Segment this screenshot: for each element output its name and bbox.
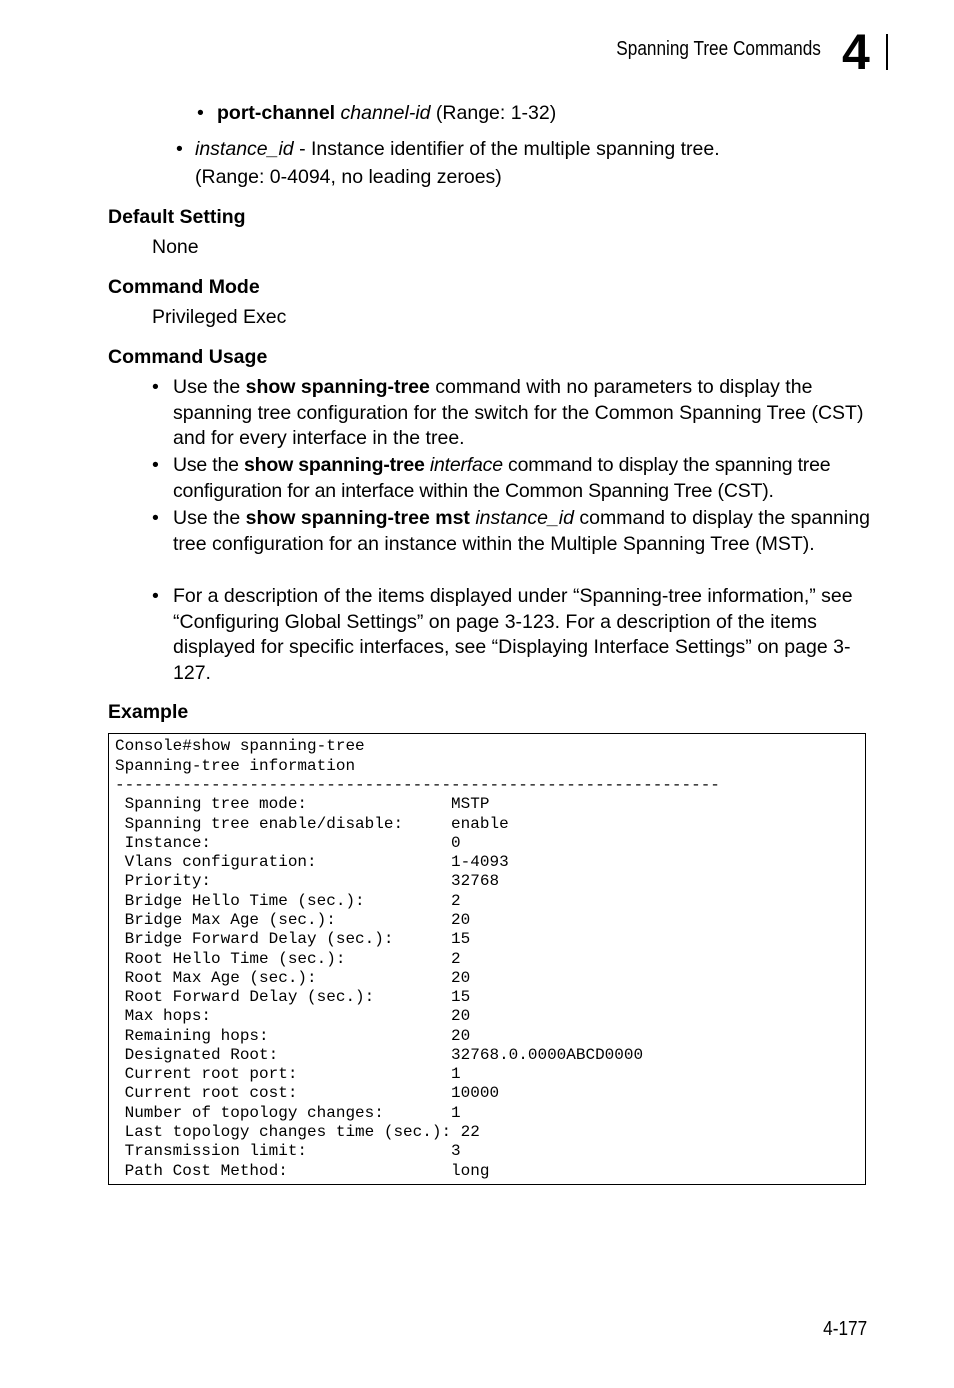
param-port-channel — [217, 101, 556, 126]
param-argument: channel-id — [340, 102, 431, 124]
code-line: Bridge Hello Time (sec.): 2 — [115, 892, 461, 910]
param-keyword: port-channel — [217, 102, 336, 124]
param-range: (Range: 0-4094, no leading zeroes) — [195, 166, 502, 188]
bullet-marker: • — [152, 507, 159, 529]
code-line: Root Forward Delay (sec.): 15 — [115, 988, 471, 1006]
section-heading: Command Usage — [108, 346, 268, 368]
usage-argument: interface — [429, 454, 503, 476]
section-heading: Default Setting — [108, 206, 246, 228]
param-description: - Instance identifier of the multiple spanning tree. — [299, 138, 720, 160]
usage-item — [173, 584, 873, 686]
usage-command: show spanning-tree — [244, 454, 425, 476]
usage-item — [173, 453, 873, 504]
usage-text: command with no parameters to display the spanning tree configuration for the switch for the Common Spanning Tree (CST) and for every interface in the tree. — [173, 376, 864, 449]
usage-text: Use the — [173, 454, 245, 476]
bullet-marker: • — [176, 138, 183, 160]
code-line: Current root cost: 10000 — [115, 1084, 500, 1102]
code-line: Designated Root: 32768.0.0000ABCD0000 — [115, 1046, 644, 1064]
section-heading: Example — [108, 701, 189, 723]
command-mode-value: Privileged Exec — [152, 306, 287, 328]
chapter-number: 4 — [842, 24, 868, 80]
usage-command: show spanning-tree mst — [245, 507, 470, 529]
code-line: Spanning tree enable/disable: enable — [115, 815, 509, 833]
param-range: (Range: 1-32) — [435, 102, 557, 124]
bullet-marker: • — [152, 585, 159, 607]
code-line: Vlans configuration: 1-4093 — [115, 853, 509, 871]
usage-item — [173, 375, 873, 452]
code-line: Root Max Age (sec.): 20 — [115, 969, 471, 987]
code-line: Remaining hops: 20 — [115, 1027, 471, 1045]
code-line: Spanning-tree information — [115, 757, 356, 775]
code-line: Root Hello Time (sec.): 2 — [115, 950, 461, 968]
param-instance — [195, 137, 720, 162]
usage-item — [173, 506, 873, 557]
bullet-marker: • — [152, 454, 159, 476]
bullet-marker: • — [197, 102, 204, 124]
header-rule — [886, 34, 888, 70]
default-setting-value: None — [152, 236, 199, 258]
bullet-marker: • — [152, 376, 159, 398]
param-argument: instance_id — [195, 138, 294, 160]
usage-text: command to display the spanning tree configuration for an interface within the Common Spanning Tree (CST). — [173, 454, 831, 502]
code-line: Last topology changes time (sec.): 22 — [115, 1123, 480, 1141]
usage-argument: instance_id — [475, 507, 574, 529]
usage-command: show spanning-tree — [245, 376, 430, 398]
page-number: 4-177 — [823, 1318, 867, 1340]
usage-text: command to display the spanning tree configuration for an instance within the Multiple Spanning Tree (MST). — [173, 507, 870, 555]
code-line: Instance: 0 — [115, 834, 461, 852]
code-line: Spanning tree mode: MSTP — [115, 795, 490, 813]
code-line: Number of topology changes: 1 — [115, 1104, 461, 1122]
code-line: Priority: 32768 — [115, 872, 500, 890]
usage-text: For a description of the items displayed under “Spanning-tree information,” see “Configuring Global Settings” on page 3-123. For a description of the items displayed for specific interfaces, see “Displaying Interface Settings” on page 3-127. — [173, 585, 853, 684]
usage-text: Use the — [173, 507, 246, 529]
code-line: Bridge Max Age (sec.): 20 — [115, 911, 471, 929]
code-line: Bridge Forward Delay (sec.): 15 — [115, 930, 471, 948]
usage-text: Use the — [173, 376, 246, 398]
code-line: Console#show spanning-tree — [115, 737, 365, 755]
code-line: Path Cost Method: long — [115, 1162, 490, 1180]
code-line: Transmission limit: 3 — [115, 1142, 461, 1160]
section-heading: Command Mode — [108, 276, 260, 298]
running-header-title: Spanning Tree Commands — [616, 38, 821, 60]
code-line: Current root port: 1 — [115, 1065, 461, 1083]
code-line: Max hops: 20 — [115, 1007, 471, 1025]
code-line: --------------------------------------------------------------- — [115, 776, 720, 794]
